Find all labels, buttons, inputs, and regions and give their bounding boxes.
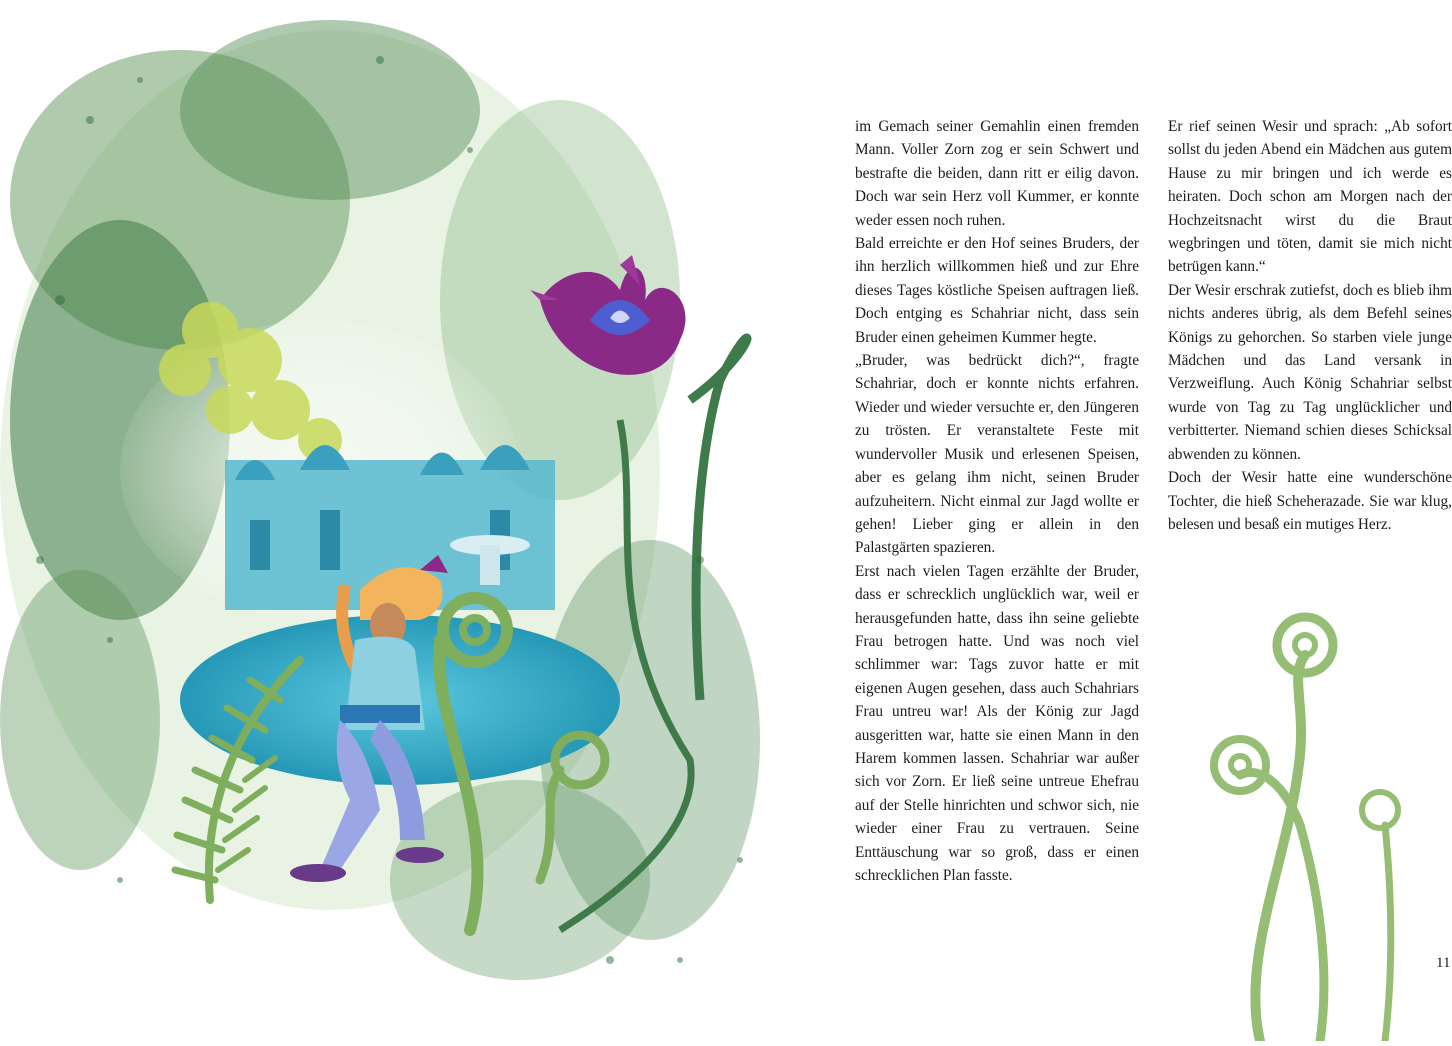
paragraph: „Bruder, was bedrückt dich?“, fragte Schahriar, doch er konnte nichts erfahren. Wieder und wieder versuchte er, den Jüngeren zu trösten. Er veranstaltete Feste mit wundervoller Musik und erlesenen Speisen, aber es gelang ihm nicht, seinen Bruder aufzuheitern. Nicht einmal zur Jagd wollte er gehen! Lieber ging er allein in den Palastgärten spazieren. <box>855 352 1139 557</box>
paragraph: Doch der Wesir hatte eine wunderschöne Tochter, die hieß Scheherazade. Sie war klug, belesen und besaß ein mutiges Herz. <box>1168 469 1452 533</box>
paragraph: Erst nach vielen Tagen erzählte der Bruder, dass er schrecklich unglücklich war, weil er herausgefunden hatte, dass ihn seine geliebte Frau betrogen hatte. Und was noch viel schlimmer war: Tags zuvor hatte er mit eigenen Augen gesehen, dass auch Schahriars Frau untreu war! Als der König zur Jagd ausgeritten war, hatte sie einen Mann in den Harem kommen lassen. Schahriar war außer sich vor Zorn. Er ließ seine untreue Ehefrau auf der Stelle hinrichten und schwor sich, nie wieder einer Frau zu vertrauen. Seine Enttäuschung war so groß, dass er einen schrecklichen Plan fasste. <box>855 562 1139 884</box>
fern-icon <box>1180 595 1452 1041</box>
paragraph: Der Wesir erschrak zutiefst, doch es blieb ihm nichts anderes übrig, als dem Befehl seines Königs zu gehorchen. So starben viele junge Mädchen und das Land versank in Verzweiflung. Auch König Schahriar selbst wurde von Tag zu Tag unglücklicher und verbitterter. Niemand schien dieses Schicksal abwenden zu können. <box>1168 281 1452 463</box>
text-column-right <box>1168 115 1452 536</box>
paragraph: im Gemach seiner Gemahlin einen fremden Mann. Voller Zorn zog er sein Schwert und bestrafte die beiden, dann ritt er eilig davon. Doch war sein Herz voll Kummer, er konnte weder essen noch ruhen. <box>855 118 1139 229</box>
paragraph: Er rief seinen Wesir und sprach: „Ab sofort sollst du jeden Abend ein Mädchen aus gutem Hause zu mir bringen und ich werde es heiraten. Doch schon am Morgen nach der Hochzeitsnacht wirst du die Braut wegbringen und töten, damit sie mich nicht betrügen kann.“ <box>1168 118 1452 276</box>
text-column-left <box>855 115 1139 887</box>
paragraph: Bald erreichte er den Hof seines Bruders, der ihn herzlich willkommen hieß und zur Ehre dieses Tages köstliche Speisen auftragen ließ. Doch entging es Schahriar nicht, dass sein Bruder einen geheimen Kummer hegte. <box>855 235 1139 346</box>
page-number: 11 <box>1436 955 1451 971</box>
fern-decoration <box>1180 595 1452 1041</box>
